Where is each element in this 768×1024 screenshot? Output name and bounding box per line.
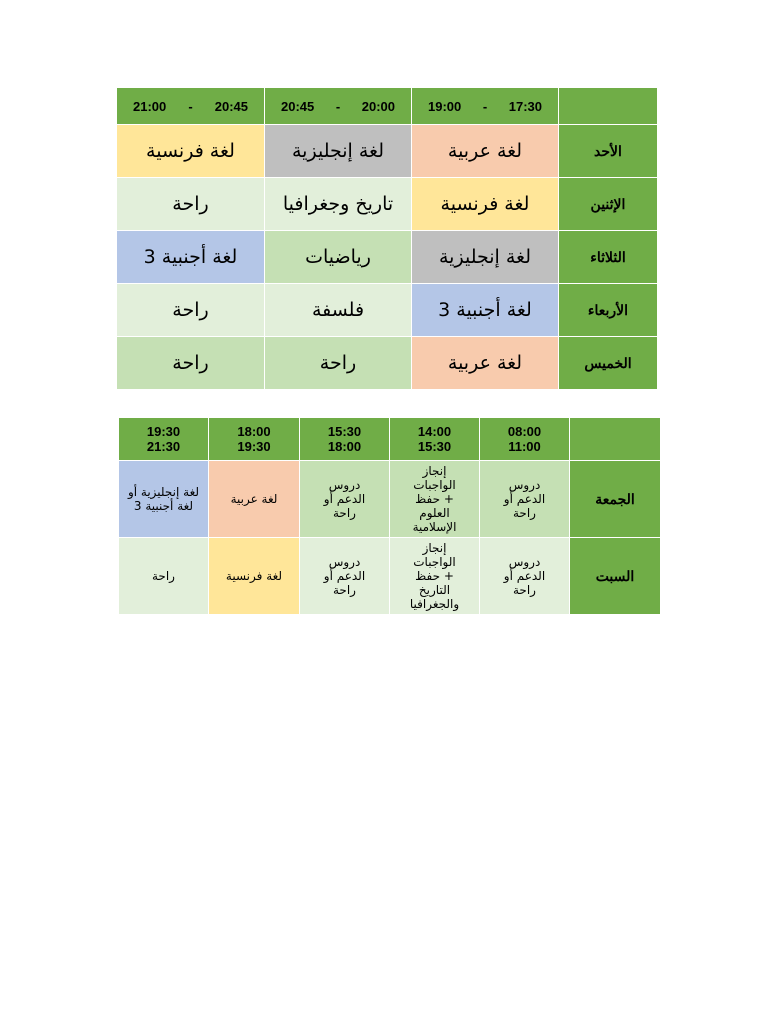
table-row — [117, 284, 658, 337]
day-label: الإثنين — [559, 178, 658, 231]
subject-cell: لغة فرنسية — [209, 538, 300, 615]
subject-cell: لغة إنجليزية أو لغة أجنبية 3 — [119, 461, 209, 538]
subject-cell: لغة إنجليزية — [412, 231, 559, 284]
weekday-schedule-table — [116, 87, 658, 390]
subject-cell: لغة إنجليزية — [265, 125, 412, 178]
subject-cell: راحة — [117, 178, 265, 231]
time-slot-header: 08:00 11:00 — [480, 418, 570, 461]
subject-cell: دروس الدعم أو راحة — [480, 461, 570, 538]
time-slot-header: 21:00 - 20:45 — [117, 88, 265, 125]
subject-cell: لغة فرنسية — [117, 125, 265, 178]
time-slot-header: 19:00 - 17:30 — [412, 88, 559, 125]
time-slot-header: 14:00 15:30 — [390, 418, 480, 461]
subject-cell: راحة — [117, 284, 265, 337]
subject-cell: دروس الدعم أو راحة — [480, 538, 570, 615]
table-row — [117, 125, 658, 178]
table-row — [119, 461, 661, 538]
table-row — [117, 178, 658, 231]
subject-cell: لغة أجنبية 3 — [412, 284, 559, 337]
table-row — [119, 538, 661, 615]
table-header-row — [117, 88, 658, 125]
corner-cell — [559, 88, 658, 125]
subject-cell: دروس الدعم أو راحة — [300, 538, 390, 615]
subject-cell: راحة — [117, 337, 265, 390]
subject-cell: إنجاز الواجبات + حفظ التاريخ والجغرافيا — [390, 538, 480, 615]
subject-cell: لغة عربية — [412, 125, 559, 178]
subject-cell: دروس الدعم أو راحة — [300, 461, 390, 538]
subject-cell: لغة فرنسية — [412, 178, 559, 231]
day-label: السبت — [570, 538, 661, 615]
day-label: الثلاثاء — [559, 231, 658, 284]
table-header-row — [119, 418, 661, 461]
time-slot-header: 19:30 21:30 — [119, 418, 209, 461]
subject-cell: إنجاز الواجبات + حفظ العلوم الإسلامية — [390, 461, 480, 538]
subject-cell: فلسفة — [265, 284, 412, 337]
day-label: الجمعة — [570, 461, 661, 538]
table-row — [117, 231, 658, 284]
weekend-schedule-table — [118, 417, 661, 615]
day-label: الأحد — [559, 125, 658, 178]
time-slot-header: 20:45 - 20:00 — [265, 88, 412, 125]
subject-cell: تاريخ وجغرافيا — [265, 178, 412, 231]
subject-cell: رياضيات — [265, 231, 412, 284]
subject-cell: راحة — [119, 538, 209, 615]
subject-cell: لغة عربية — [209, 461, 300, 538]
corner-cell — [570, 418, 661, 461]
day-label: الخميس — [559, 337, 658, 390]
day-label: الأربعاء — [559, 284, 658, 337]
subject-cell: لغة عربية — [412, 337, 559, 390]
time-slot-header: 18:00 19:30 — [209, 418, 300, 461]
time-slot-header: 15:30 18:00 — [300, 418, 390, 461]
subject-cell: راحة — [265, 337, 412, 390]
table-row — [117, 337, 658, 390]
subject-cell: لغة أجنبية 3 — [117, 231, 265, 284]
